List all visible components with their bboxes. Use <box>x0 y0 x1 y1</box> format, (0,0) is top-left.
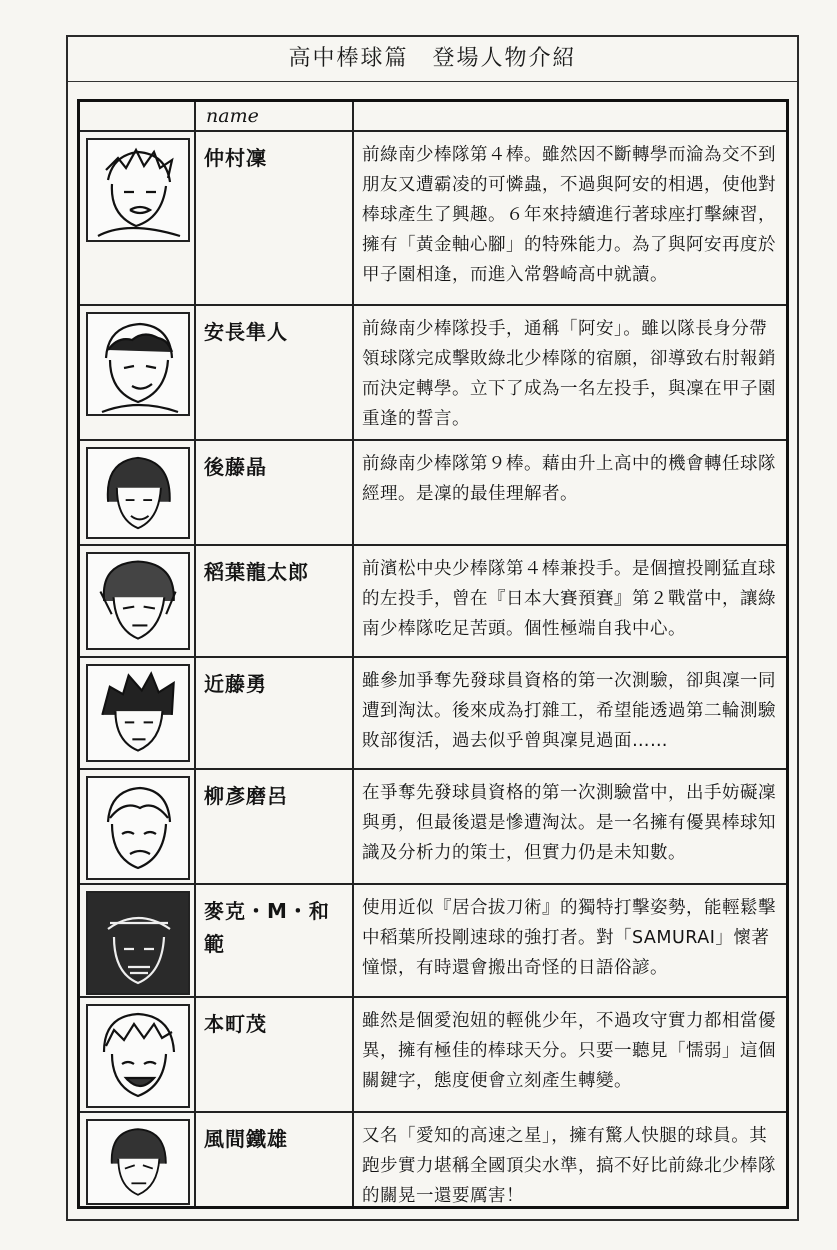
table-row <box>80 998 786 1113</box>
character-description: 前綠南少棒隊第４棒。雖然因不斷轉學而淪為交不到朋友又遭霸凌的可憐蟲，不過與阿安的相遇，使他對棒球產生了興趣。６年來持續進行著球座打擊練習，擁有「黃金軸心腳」的特殊能力。為了與阿安再度於甲子園相逢，而進入常磐崎高中就讀。 <box>362 145 776 285</box>
character-portrait-icon <box>86 1119 190 1205</box>
table-row <box>80 885 786 998</box>
table-row <box>80 441 786 546</box>
table-row <box>80 770 786 885</box>
character-portrait-icon <box>86 664 190 762</box>
character-name: 近藤勇 <box>204 672 267 696</box>
character-name: 風間鐵雄 <box>204 1127 288 1151</box>
column-header-name: name <box>206 105 259 127</box>
character-portrait-icon <box>86 776 190 880</box>
character-name: 後藤晶 <box>204 455 267 479</box>
character-name: 麥克・M・和範 <box>204 899 330 956</box>
character-description: 又名「愛知的高速之星」，擁有驚人快腿的球員。其跑步實力堪稱全國頂尖水準，搞不好比前綠北少棒隊的關晃一還要厲害！ <box>362 1126 776 1206</box>
table-row <box>80 546 786 658</box>
character-description: 在爭奪先發球員資格的第一次測驗當中，出手妨礙凜與勇，但最後還是慘遭淘汰。是一名擁有優異棒球知識及分析力的策士，但實力仍是未知數。 <box>362 783 776 863</box>
character-portrait-icon <box>86 138 190 242</box>
table-header-row <box>80 102 786 132</box>
page-title: 高中棒球篇 登場人物介紹 <box>68 37 797 82</box>
character-description: 前綠南少棒隊第９棒。藉由升上高中的機會轉任球隊經理。是凜的最佳理解者。 <box>362 454 776 504</box>
character-name: 本町茂 <box>204 1012 267 1036</box>
page-frame <box>66 35 799 1221</box>
character-description: 使用近似『居合拔刀術』的獨特打擊姿勢，能輕鬆擊中稻葉所投剛速球的強打者。對「SAMURAI」懷著憧憬，有時還會搬出奇怪的日語俗諺。 <box>362 898 776 978</box>
character-portrait-icon <box>86 891 190 995</box>
table-row <box>80 306 786 441</box>
table-row <box>80 1113 786 1206</box>
character-name: 稻葉龍太郎 <box>204 560 309 584</box>
table-row <box>80 658 786 770</box>
character-description: 雖然是個愛泡妞的輕佻少年，不過攻守實力都相當優異，擁有極佳的棒球天分。只要一聽見「懦弱」這個關鍵字，態度便會立刻產生轉變。 <box>362 1011 776 1091</box>
character-table <box>77 99 789 1209</box>
character-description: 前綠南少棒隊投手，通稱「阿安」。雖以隊長身分帶領球隊完成擊敗綠北少棒隊的宿願，卻導致右肘報銷而決定轉學。立下了成為一名左投手，與凜在甲子園重逢的誓言。 <box>362 319 776 429</box>
character-name: 安長隼人 <box>204 320 288 344</box>
character-portrait-icon <box>86 312 190 416</box>
character-portrait-icon <box>86 447 190 539</box>
character-name: 仲村凜 <box>204 146 267 170</box>
character-description: 前濱松中央少棒隊第４棒兼投手。是個擅投剛猛直球的左投手，曾在『日本大賽預賽』第２戰當中，讓綠南少棒隊吃足苦頭。個性極端自我中心。 <box>362 559 776 639</box>
character-description: 雖參加爭奪先發球員資格的第一次測驗，卻與凜一同遭到淘汰。後來成為打雜工，希望能透過第二輪測驗敗部復活，過去似乎曾與凜見過面…… <box>362 671 776 751</box>
character-portrait-icon <box>86 1004 190 1108</box>
table-row <box>80 132 786 306</box>
character-portrait-icon <box>86 552 190 650</box>
character-name: 柳彥磨呂 <box>204 784 288 808</box>
